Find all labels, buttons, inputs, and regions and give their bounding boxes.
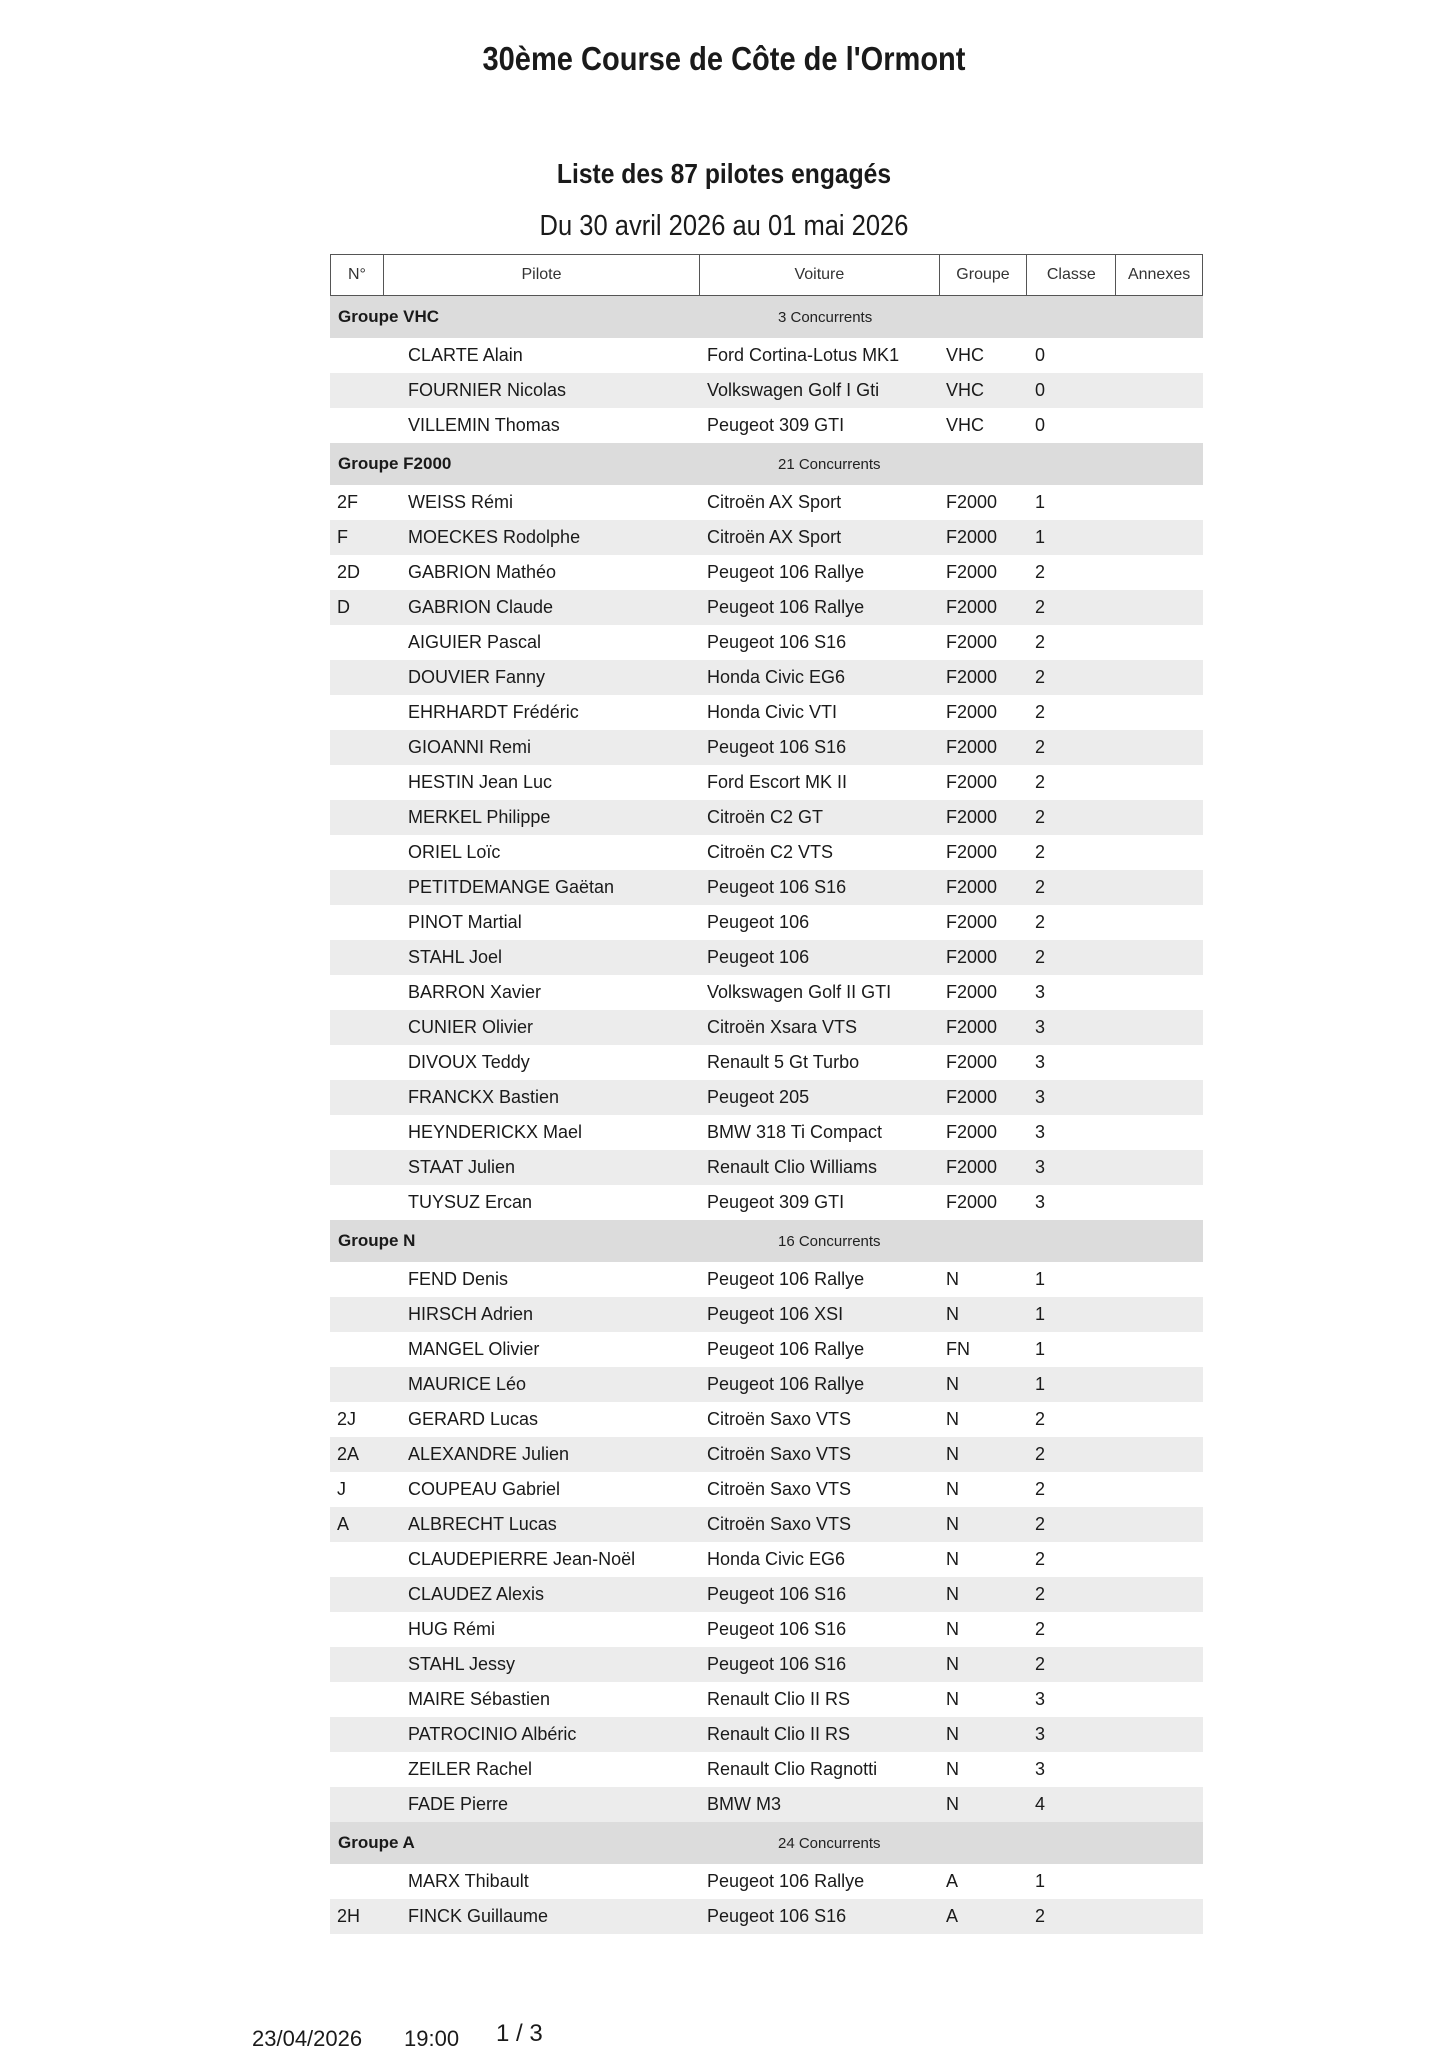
- cell-pilote: HEYNDERICKX Mael: [408, 1122, 583, 1142]
- table-row: [330, 1507, 1203, 1542]
- cell-pilote: FOURNIER Nicolas: [408, 380, 567, 400]
- table-row: [330, 1262, 1203, 1297]
- cell-pilote: GIOANNI Remi: [408, 737, 532, 757]
- cell-pilote: MAIRE Sébastien: [408, 1689, 551, 1709]
- cell-classe: 0: [1035, 345, 1046, 365]
- table-row: [330, 1297, 1203, 1332]
- cell-voiture: Peugeot 106 Rallye: [707, 597, 865, 617]
- cell-pilote: STAHL Joel: [408, 947, 503, 967]
- cell-pilote: HESTIN Jean Luc: [408, 772, 553, 792]
- page-number: 1 / 3: [496, 2020, 543, 2047]
- cell-groupe: VHC: [946, 345, 985, 365]
- cell-voiture: Peugeot 309 GTI: [707, 415, 845, 435]
- table-row: [330, 1899, 1203, 1934]
- cell-groupe: F2000: [946, 632, 998, 652]
- cell-groupe: F2000: [946, 667, 998, 687]
- cell-no: F: [337, 527, 348, 547]
- cell-voiture: Peugeot 106 S16: [707, 737, 847, 757]
- cell-pilote: ORIEL Loïc: [408, 842, 501, 862]
- cell-classe: 3: [1035, 1192, 1046, 1212]
- cell-classe: 2: [1035, 1906, 1046, 1926]
- cell-pilote: COUPEAU Gabriel: [408, 1479, 561, 1499]
- cell-voiture: Citroën Saxo VTS: [707, 1514, 852, 1534]
- group-name: Groupe VHC: [338, 307, 440, 326]
- cell-groupe: F2000: [946, 562, 998, 582]
- group-header: [330, 296, 1203, 338]
- cell-classe: 2: [1035, 842, 1046, 862]
- table-row: [330, 408, 1203, 443]
- cell-groupe: F2000: [946, 807, 998, 827]
- cell-pilote: CLARTE Alain: [408, 345, 523, 365]
- cell-voiture: Renault Clio II RS: [707, 1724, 851, 1744]
- cell-groupe: F2000: [946, 1052, 998, 1072]
- cell-pilote: AIGUIER Pascal: [408, 632, 542, 652]
- cell-pilote: GABRION Claude: [408, 597, 554, 617]
- cell-classe: 3: [1035, 1759, 1046, 1779]
- cell-classe: 1: [1035, 1269, 1046, 1289]
- cell-voiture: Volkswagen Golf II GTI: [707, 982, 892, 1002]
- cell-groupe: N: [946, 1479, 959, 1499]
- cell-groupe: F2000: [946, 492, 998, 512]
- header-pilote: Pilote: [384, 255, 700, 295]
- table-row: [330, 338, 1203, 373]
- cell-voiture: Peugeot 106 Rallye: [707, 562, 865, 582]
- group-name: Groupe F2000: [338, 454, 452, 473]
- table-row: [330, 800, 1203, 835]
- cell-pilote: VILLEMIN Thomas: [408, 415, 560, 435]
- cell-classe: 2: [1035, 702, 1046, 722]
- table-header: [330, 254, 1203, 296]
- list-subtitle: Liste des 87 pilotes engagés: [556, 158, 892, 189]
- table-row: [330, 695, 1203, 730]
- header-classe: Classe: [1027, 255, 1116, 295]
- cell-voiture: Honda Civic VTI: [707, 702, 838, 722]
- cell-groupe: F2000: [946, 597, 998, 617]
- header-groupe: Groupe: [940, 255, 1028, 295]
- cell-classe: 2: [1035, 807, 1046, 827]
- cell-groupe: F2000: [946, 982, 998, 1002]
- group-count: 3 Concurrents: [778, 308, 873, 326]
- event-period: Du 30 avril 2026 au 01 mai 2026: [539, 210, 909, 242]
- group-rows: [330, 1864, 1203, 1934]
- cell-classe: 4: [1035, 1794, 1046, 1814]
- cell-groupe: N: [946, 1619, 959, 1639]
- cell-classe: 2: [1035, 597, 1046, 617]
- cell-classe: 2: [1035, 1584, 1046, 1604]
- cell-classe: 1: [1035, 527, 1046, 547]
- cell-no: 2A: [337, 1444, 360, 1464]
- group-count: 21 Concurrents: [778, 455, 881, 473]
- cell-groupe: VHC: [946, 380, 985, 400]
- cell-voiture: BMW M3: [707, 1794, 781, 1814]
- table-row: [330, 835, 1203, 870]
- group-header: [330, 1220, 1203, 1262]
- cell-voiture: Peugeot 106 S16: [707, 1584, 847, 1604]
- table-row: [330, 660, 1203, 695]
- cell-voiture: Citroën Xsara VTS: [707, 1017, 858, 1037]
- cell-voiture: Peugeot 106 XSI: [707, 1304, 844, 1324]
- group-rows: [330, 1262, 1203, 1822]
- cell-groupe: A: [946, 1906, 959, 1926]
- cell-pilote: FINCK Guillaume: [408, 1906, 549, 1926]
- table-row: [330, 373, 1203, 408]
- cell-pilote: MAURICE Léo: [408, 1374, 527, 1394]
- header-annexes: Annexes: [1127, 266, 1191, 283]
- cell-pilote: GERARD Lucas: [408, 1409, 539, 1429]
- cell-voiture: Honda Civic EG6: [707, 1549, 846, 1569]
- cell-voiture: Peugeot 106: [707, 947, 810, 967]
- cell-groupe: F2000: [946, 1087, 998, 1107]
- cell-voiture: Citroën Saxo VTS: [707, 1444, 852, 1464]
- header-voiture: Voiture: [700, 255, 939, 295]
- cell-pilote: HIRSCH Adrien: [408, 1304, 534, 1324]
- cell-groupe: F2000: [946, 842, 998, 862]
- cell-voiture: Citroën AX Sport: [707, 492, 842, 512]
- cell-groupe: F2000: [946, 877, 998, 897]
- cell-pilote: FADE Pierre: [408, 1794, 509, 1814]
- cell-pilote: CUNIER Olivier: [408, 1017, 534, 1037]
- cell-classe: 3: [1035, 1724, 1046, 1744]
- cell-classe: 2: [1035, 912, 1046, 932]
- cell-classe: 2: [1035, 1619, 1046, 1639]
- cell-classe: 2: [1035, 772, 1046, 792]
- table-row: [330, 905, 1203, 940]
- cell-groupe: F2000: [946, 947, 998, 967]
- cell-classe: 2: [1035, 1549, 1046, 1569]
- cell-pilote: WEISS Rémi: [408, 492, 514, 512]
- cell-classe: 3: [1035, 1122, 1046, 1142]
- table-row: [330, 1717, 1203, 1752]
- table-row: [330, 1647, 1203, 1682]
- cell-pilote: CLAUDEPIERRE Jean-Noël: [408, 1549, 636, 1569]
- group-count: 24 Concurrents: [778, 1834, 881, 1852]
- cell-pilote: DOUVIER Fanny: [408, 667, 546, 687]
- cell-voiture: Peugeot 106 Rallye: [707, 1339, 865, 1359]
- cell-classe: 2: [1035, 877, 1046, 897]
- table-row: [330, 1367, 1203, 1402]
- table-row: [330, 1150, 1203, 1185]
- cell-no: J: [337, 1479, 346, 1499]
- cell-classe: 3: [1035, 1052, 1046, 1072]
- cell-no: A: [337, 1514, 350, 1534]
- cell-classe: 2: [1035, 1654, 1046, 1674]
- cell-groupe: N: [946, 1374, 959, 1394]
- cell-groupe: N: [946, 1514, 959, 1534]
- cell-no: 2H: [337, 1906, 361, 1926]
- cell-classe: 2: [1035, 737, 1046, 757]
- cell-pilote: MANGEL Olivier: [408, 1339, 540, 1359]
- table-row: [330, 870, 1203, 905]
- cell-classe: 2: [1035, 667, 1046, 687]
- cell-voiture: Citroën C2 GT: [707, 807, 824, 827]
- table-row: [330, 1682, 1203, 1717]
- cell-classe: 2: [1035, 562, 1046, 582]
- cell-groupe: F2000: [946, 912, 998, 932]
- table-row: [330, 625, 1203, 660]
- table-row: [330, 1080, 1203, 1115]
- cell-groupe: N: [946, 1759, 959, 1779]
- cell-groupe: VHC: [946, 415, 985, 435]
- cell-voiture: Peugeot 106 Rallye: [707, 1374, 865, 1394]
- cell-groupe: N: [946, 1549, 959, 1569]
- cell-pilote: MERKEL Philippe: [408, 807, 551, 827]
- group-header: [330, 443, 1203, 485]
- cell-classe: 2: [1035, 1444, 1046, 1464]
- group-count: 16 Concurrents: [778, 1232, 881, 1250]
- cell-classe: 1: [1035, 492, 1046, 512]
- table-row: [330, 590, 1203, 625]
- table-row: [330, 1437, 1203, 1472]
- cell-classe: 2: [1035, 1409, 1046, 1429]
- cell-classe: 2: [1035, 632, 1046, 652]
- cell-groupe: N: [946, 1409, 959, 1429]
- cell-classe: 1: [1035, 1871, 1046, 1891]
- cell-voiture: Ford Escort MK II: [707, 772, 848, 792]
- cell-voiture: Volkswagen Golf I Gti: [707, 380, 880, 400]
- cell-classe: 3: [1035, 1087, 1046, 1107]
- cell-voiture: Citroën Saxo VTS: [707, 1409, 852, 1429]
- cell-pilote: CLAUDEZ Alexis: [408, 1584, 545, 1604]
- table-row: [330, 1787, 1203, 1822]
- cell-voiture: Ford Cortina-Lotus MK1: [707, 345, 900, 365]
- cell-pilote: STAAT Julien: [408, 1157, 516, 1177]
- cell-voiture: Peugeot 205: [707, 1087, 810, 1107]
- cell-voiture: Citroën AX Sport: [707, 527, 842, 547]
- table-row: [330, 1612, 1203, 1647]
- cell-pilote: PINOT Martial: [408, 912, 522, 932]
- cell-groupe: N: [946, 1584, 959, 1604]
- cell-classe: 0: [1035, 380, 1046, 400]
- group-name: Groupe A: [338, 1833, 415, 1852]
- cell-voiture: Renault 5 Gt Turbo: [707, 1052, 860, 1072]
- cell-voiture: Citroën Saxo VTS: [707, 1479, 852, 1499]
- cell-voiture: Renault Clio Williams: [707, 1157, 878, 1177]
- cell-pilote: BARRON Xavier: [408, 982, 542, 1002]
- cell-classe: 0: [1035, 415, 1046, 435]
- cell-pilote: MARX Thibault: [408, 1871, 529, 1891]
- cell-groupe: F2000: [946, 527, 998, 547]
- cell-no: D: [337, 597, 350, 617]
- cell-groupe: N: [946, 1269, 959, 1289]
- table-row: [330, 555, 1203, 590]
- cell-pilote: PATROCINIO Albéric: [408, 1724, 577, 1744]
- cell-groupe: N: [946, 1794, 959, 1814]
- group-header: [330, 1822, 1203, 1864]
- table-row: [330, 975, 1203, 1010]
- table-row: [330, 520, 1203, 555]
- cell-groupe: A: [946, 1871, 959, 1891]
- cell-voiture: Peugeot 106: [707, 912, 810, 932]
- cell-classe: 1: [1035, 1339, 1046, 1359]
- cell-voiture: Renault Clio II RS: [707, 1689, 851, 1709]
- cell-groupe: N: [946, 1724, 959, 1744]
- cell-pilote: HUG Rémi: [408, 1619, 496, 1639]
- table-row: [330, 1185, 1203, 1220]
- table-row: [330, 1864, 1203, 1899]
- table-row: [330, 485, 1203, 520]
- cell-groupe: N: [946, 1689, 959, 1709]
- cell-classe: 1: [1035, 1304, 1046, 1324]
- cell-groupe: F2000: [946, 737, 998, 757]
- cell-groupe: F2000: [946, 1017, 998, 1037]
- cell-classe: 3: [1035, 1689, 1046, 1709]
- cell-pilote: ALEXANDRE Julien: [408, 1444, 570, 1464]
- cell-classe: 3: [1035, 1157, 1046, 1177]
- cell-classe: 2: [1035, 947, 1046, 967]
- table-row: [330, 1332, 1203, 1367]
- cell-voiture: Peugeot 106 S16: [707, 1906, 847, 1926]
- cell-voiture: Citroën C2 VTS: [707, 842, 834, 862]
- cell-classe: 3: [1035, 1017, 1046, 1037]
- cell-groupe: F2000: [946, 1122, 998, 1142]
- table-row: [330, 940, 1203, 975]
- cell-voiture: BMW 318 Ti Compact: [707, 1122, 883, 1142]
- footer-time: 19:00: [404, 2026, 460, 2051]
- cell-classe: 2: [1035, 1479, 1046, 1499]
- group-rows: [330, 485, 1203, 1220]
- cell-groupe: F2000: [946, 702, 998, 722]
- cell-voiture: Renault Clio Ragnotti: [707, 1759, 878, 1779]
- cell-classe: 3: [1035, 982, 1046, 1002]
- cell-groupe: N: [946, 1654, 959, 1674]
- document-title: 30ème Course de Côte de l'Ormont: [482, 40, 966, 77]
- cell-voiture: Peugeot 309 GTI: [707, 1192, 845, 1212]
- table-row: [330, 1402, 1203, 1437]
- table-row: [330, 1542, 1203, 1577]
- cell-pilote: DIVOUX Teddy: [408, 1052, 530, 1072]
- table-row: [330, 1010, 1203, 1045]
- cell-pilote: ZEILER Rachel: [408, 1759, 533, 1779]
- cell-classe: 1: [1035, 1374, 1046, 1394]
- cell-no: 2D: [337, 562, 361, 582]
- entrants-table: [330, 254, 1203, 1934]
- cell-groupe: N: [946, 1444, 959, 1464]
- header-no: N°: [331, 255, 384, 295]
- cell-voiture: Peugeot 106 S16: [707, 632, 847, 652]
- cell-pilote: PETITDEMANGE Gaëtan: [408, 877, 615, 897]
- cell-pilote: EHRHARDT Frédéric: [408, 702, 579, 722]
- cell-pilote: STAHL Jessy: [408, 1654, 516, 1674]
- cell-pilote: TUYSUZ Ercan: [408, 1192, 533, 1212]
- cell-pilote: MOECKES Rodolphe: [408, 527, 581, 547]
- cell-no: 2F: [337, 492, 359, 512]
- cell-groupe: F2000: [946, 1157, 998, 1177]
- cell-voiture: Peugeot 106 Rallye: [707, 1269, 865, 1289]
- cell-groupe: F2000: [946, 772, 998, 792]
- table-row: [330, 1472, 1203, 1507]
- group-name: Groupe N: [338, 1231, 416, 1250]
- cell-voiture: Honda Civic EG6: [707, 667, 846, 687]
- cell-voiture: Peugeot 106 S16: [707, 1619, 847, 1639]
- table-row: [330, 1115, 1203, 1150]
- cell-groupe: FN: [946, 1339, 970, 1359]
- table-row: [330, 765, 1203, 800]
- table-row: [330, 1577, 1203, 1612]
- cell-pilote: FEND Denis: [408, 1269, 509, 1289]
- cell-pilote: FRANCKX Bastien: [408, 1087, 560, 1107]
- table-row: [330, 1045, 1203, 1080]
- groups-container: [330, 296, 1203, 1934]
- footer-date: 23/04/2026: [252, 2026, 363, 2051]
- cell-groupe: F2000: [946, 1192, 998, 1212]
- cell-voiture: Peugeot 106 Rallye: [707, 1871, 865, 1891]
- cell-pilote: GABRION Mathéo: [408, 562, 557, 582]
- cell-groupe: N: [946, 1304, 959, 1324]
- table-row: [330, 730, 1203, 765]
- cell-voiture: Peugeot 106 S16: [707, 877, 847, 897]
- table-row: [330, 1752, 1203, 1787]
- cell-no: 2J: [337, 1409, 357, 1429]
- group-rows: [330, 338, 1203, 443]
- cell-classe: 2: [1035, 1514, 1046, 1534]
- cell-voiture: Peugeot 106 S16: [707, 1654, 847, 1674]
- cell-pilote: ALBRECHT Lucas: [408, 1514, 557, 1534]
